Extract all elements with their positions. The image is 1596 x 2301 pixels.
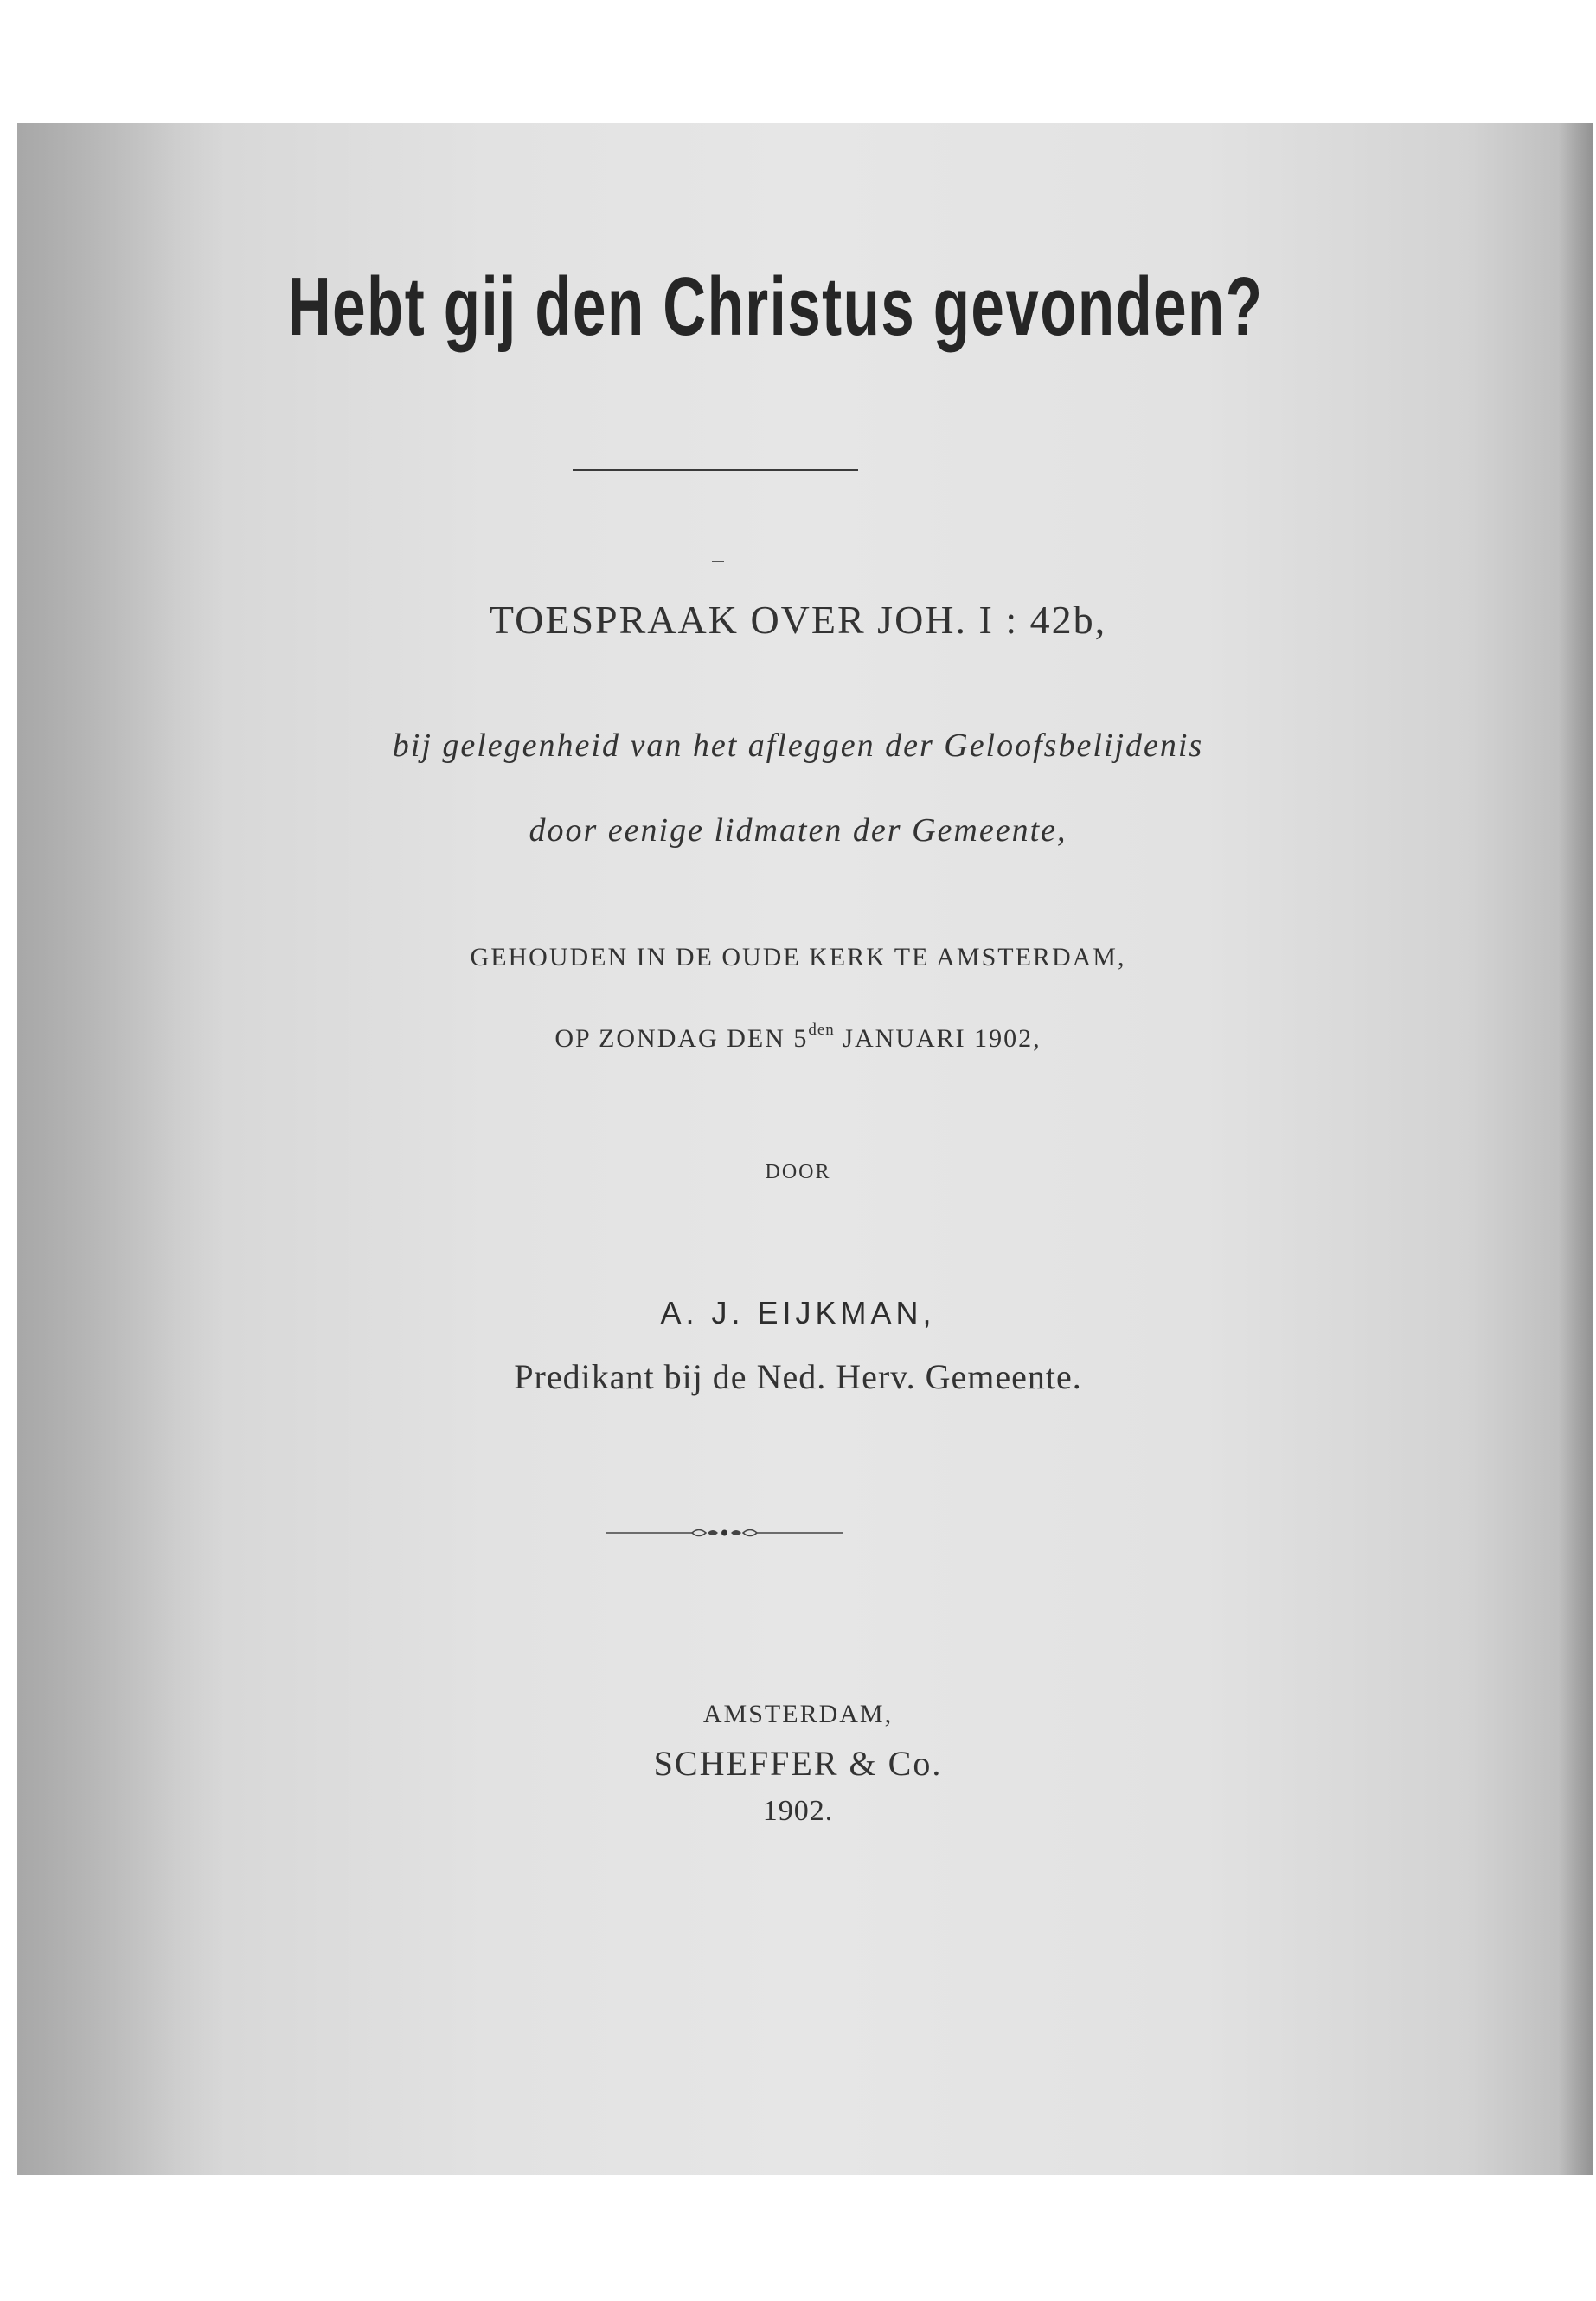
imprint-publisher: SCHEFFER & Co. [653,1744,943,1783]
date-line-start: OP ZONDAG DEN 5 [554,1024,809,1053]
page-edge [1559,123,1593,2175]
page-shadow [17,123,225,2175]
imprint-year: 1902. [762,1795,834,1827]
occasion-line-1: bij gelegenheid van het afleggen der Geloofsbelijdenis [392,727,1204,764]
ornament-divider [606,1522,843,1543]
author-role: Predikant bij de Ned. Herv. Gemeente. [514,1357,1082,1396]
date-line [0,1021,1596,1054]
by-line: DOOR [765,1161,831,1183]
author-name: A. J. EIJKMAN, [660,1295,936,1330]
page-title: Hebt gij den Christus gevonden? [287,260,1264,353]
date-line-end: JANUARI 1902, [834,1024,1042,1053]
imprint-place: AMSTERDAM, [702,1700,894,1728]
location-line: GEHOUDEN IN DE OUDE KERK TE AMSTERDAM, [470,943,1126,971]
date-ordinal-suffix: den [808,1021,835,1039]
small-dash [712,561,724,562]
title-rule [573,469,858,471]
sermon-line: TOESPRAAK OVER JOH. I : 42b, [489,598,1107,642]
scanned-page [17,123,1593,2175]
occasion-line-2: door eenige lidmaten der Gemeente, [529,812,1067,849]
